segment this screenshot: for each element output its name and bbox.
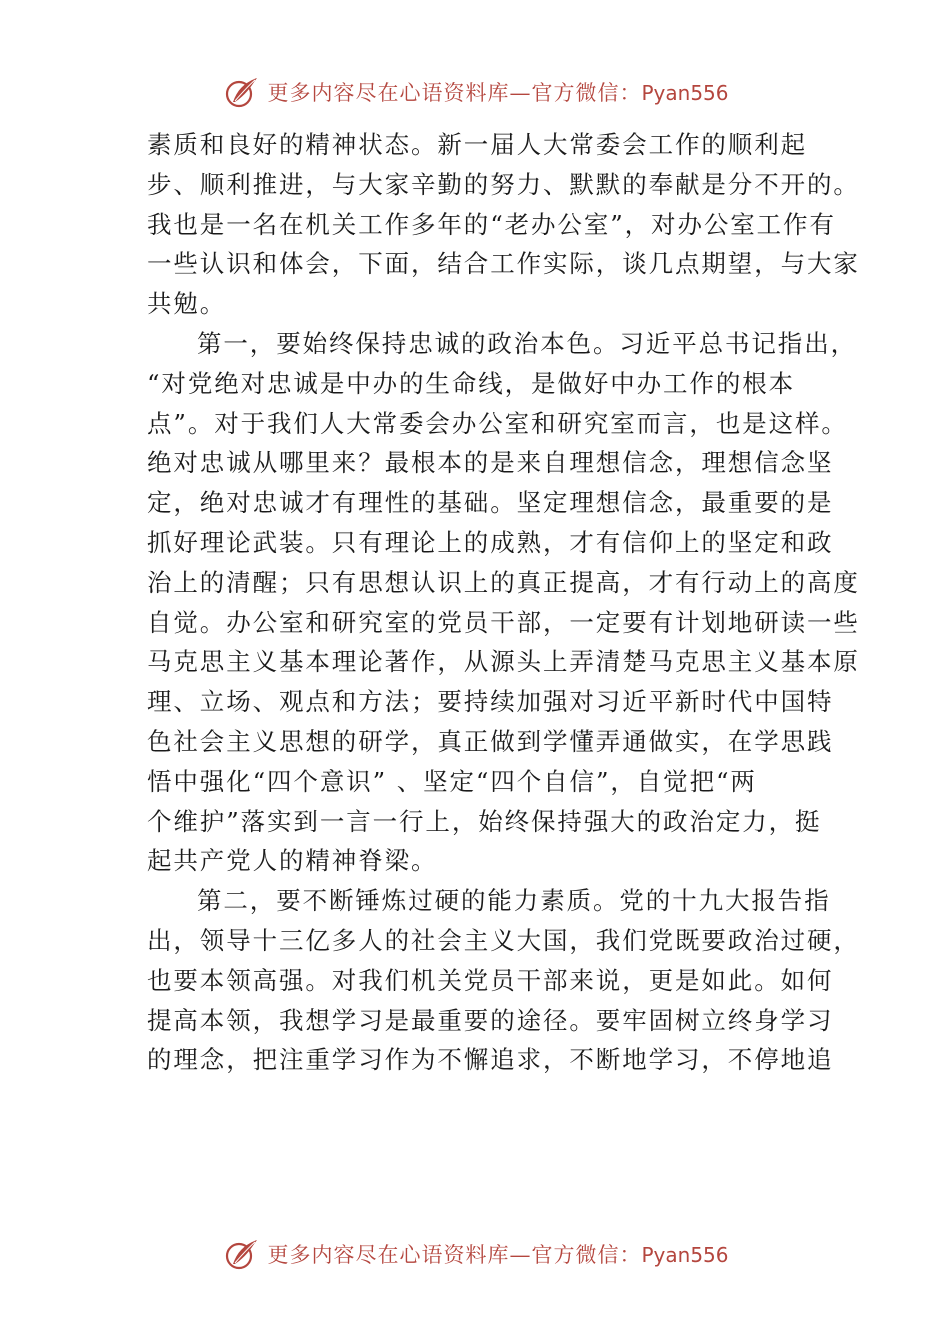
text-line: 步、顺利推进，与大家辛勤的努力、默默的奉献是分不开的。 — [147, 169, 860, 199]
text-line: 绝对忠诚从哪里来？最根本的是来自理想信念，理想信念坚 — [147, 448, 834, 478]
text-line: 理、立场、观点和方法；要持续加强对习近平新时代中国特 — [147, 687, 834, 717]
text-line: 个维护”落实到一言一行上，始终保持强大的政治定力，挺 — [147, 806, 822, 836]
watermark-text: 更多内容尽在心语资料库—官方微信：Pyan556 — [267, 81, 729, 105]
text-line: 色社会主义思想的研学，真正做到学懂弄通做实，在学思践 — [147, 726, 834, 756]
text-line: 也要本领高强。对我们机关党员干部来说，更是如此。如何 — [147, 965, 834, 995]
text-line: “对党绝对忠诚是中办的生命线，是做好中办工作的根本 — [147, 368, 796, 398]
text-line: 共勉。 — [147, 289, 227, 319]
watermark-text: 更多内容尽在心语资料库—官方微信：Pyan556 — [267, 1243, 729, 1267]
text-line: 悟中强化“四个意识” 、坚定“四个自信”，自觉把“两 — [147, 766, 757, 796]
text-line: 我也是一名在机关工作多年的“老办公室”，对办公室工作有 — [147, 209, 836, 239]
text-line: 抓好理论武装。只有理论上的成熟，才有信仰上的坚定和政 — [147, 527, 834, 557]
text-line: 的理念，把注重学习作为不懈追求，不断地学习，不停地追 — [147, 1045, 834, 1075]
document-body — [147, 125, 860, 1080]
text-line: 一些认识和体会，下面，结合工作实际，谈几点期望，与大家 — [147, 249, 860, 279]
text-line: 定，绝对忠诚才有理性的基础。坚定理想信念，最重要的是 — [147, 488, 834, 518]
text-line: 点”。对于我们人大常委会办公室和研究室而言，也是这样。 — [147, 408, 848, 438]
text-line: 第一，要始终保持忠诚的政治本色。习近平总书记指出， — [197, 328, 857, 358]
text-line: 起共产党人的精神脊梁。 — [147, 846, 438, 876]
text-line: 马克思主义基本理论著作，从源头上弄清楚马克思主义基本原 — [147, 647, 860, 677]
text-line: 提高本领，我想学习是最重要的途径。要牢固树立终身学习 — [147, 1005, 834, 1035]
leaf-logo-icon — [221, 72, 261, 112]
text-line: 素质和良好的精神状态。新一届人大常委会工作的顺利起 — [147, 130, 807, 159]
text-line: 第二，要不断锤炼过硬的能力素质。党的十九大报告指 — [197, 886, 831, 916]
leaf-logo-icon — [221, 1234, 261, 1274]
text-line: 出，领导十三亿多人的社会主义大国，我们党既要政治过硬， — [147, 925, 860, 955]
text-line: 自觉。办公室和研究室的党员干部，一定要有计划地研读一些 — [147, 607, 860, 637]
footer-watermark — [0, 1232, 950, 1276]
header-watermark — [0, 70, 950, 114]
text-line: 治上的清醒；只有思想认识上的真正提高，才有行动上的高度 — [147, 567, 860, 597]
